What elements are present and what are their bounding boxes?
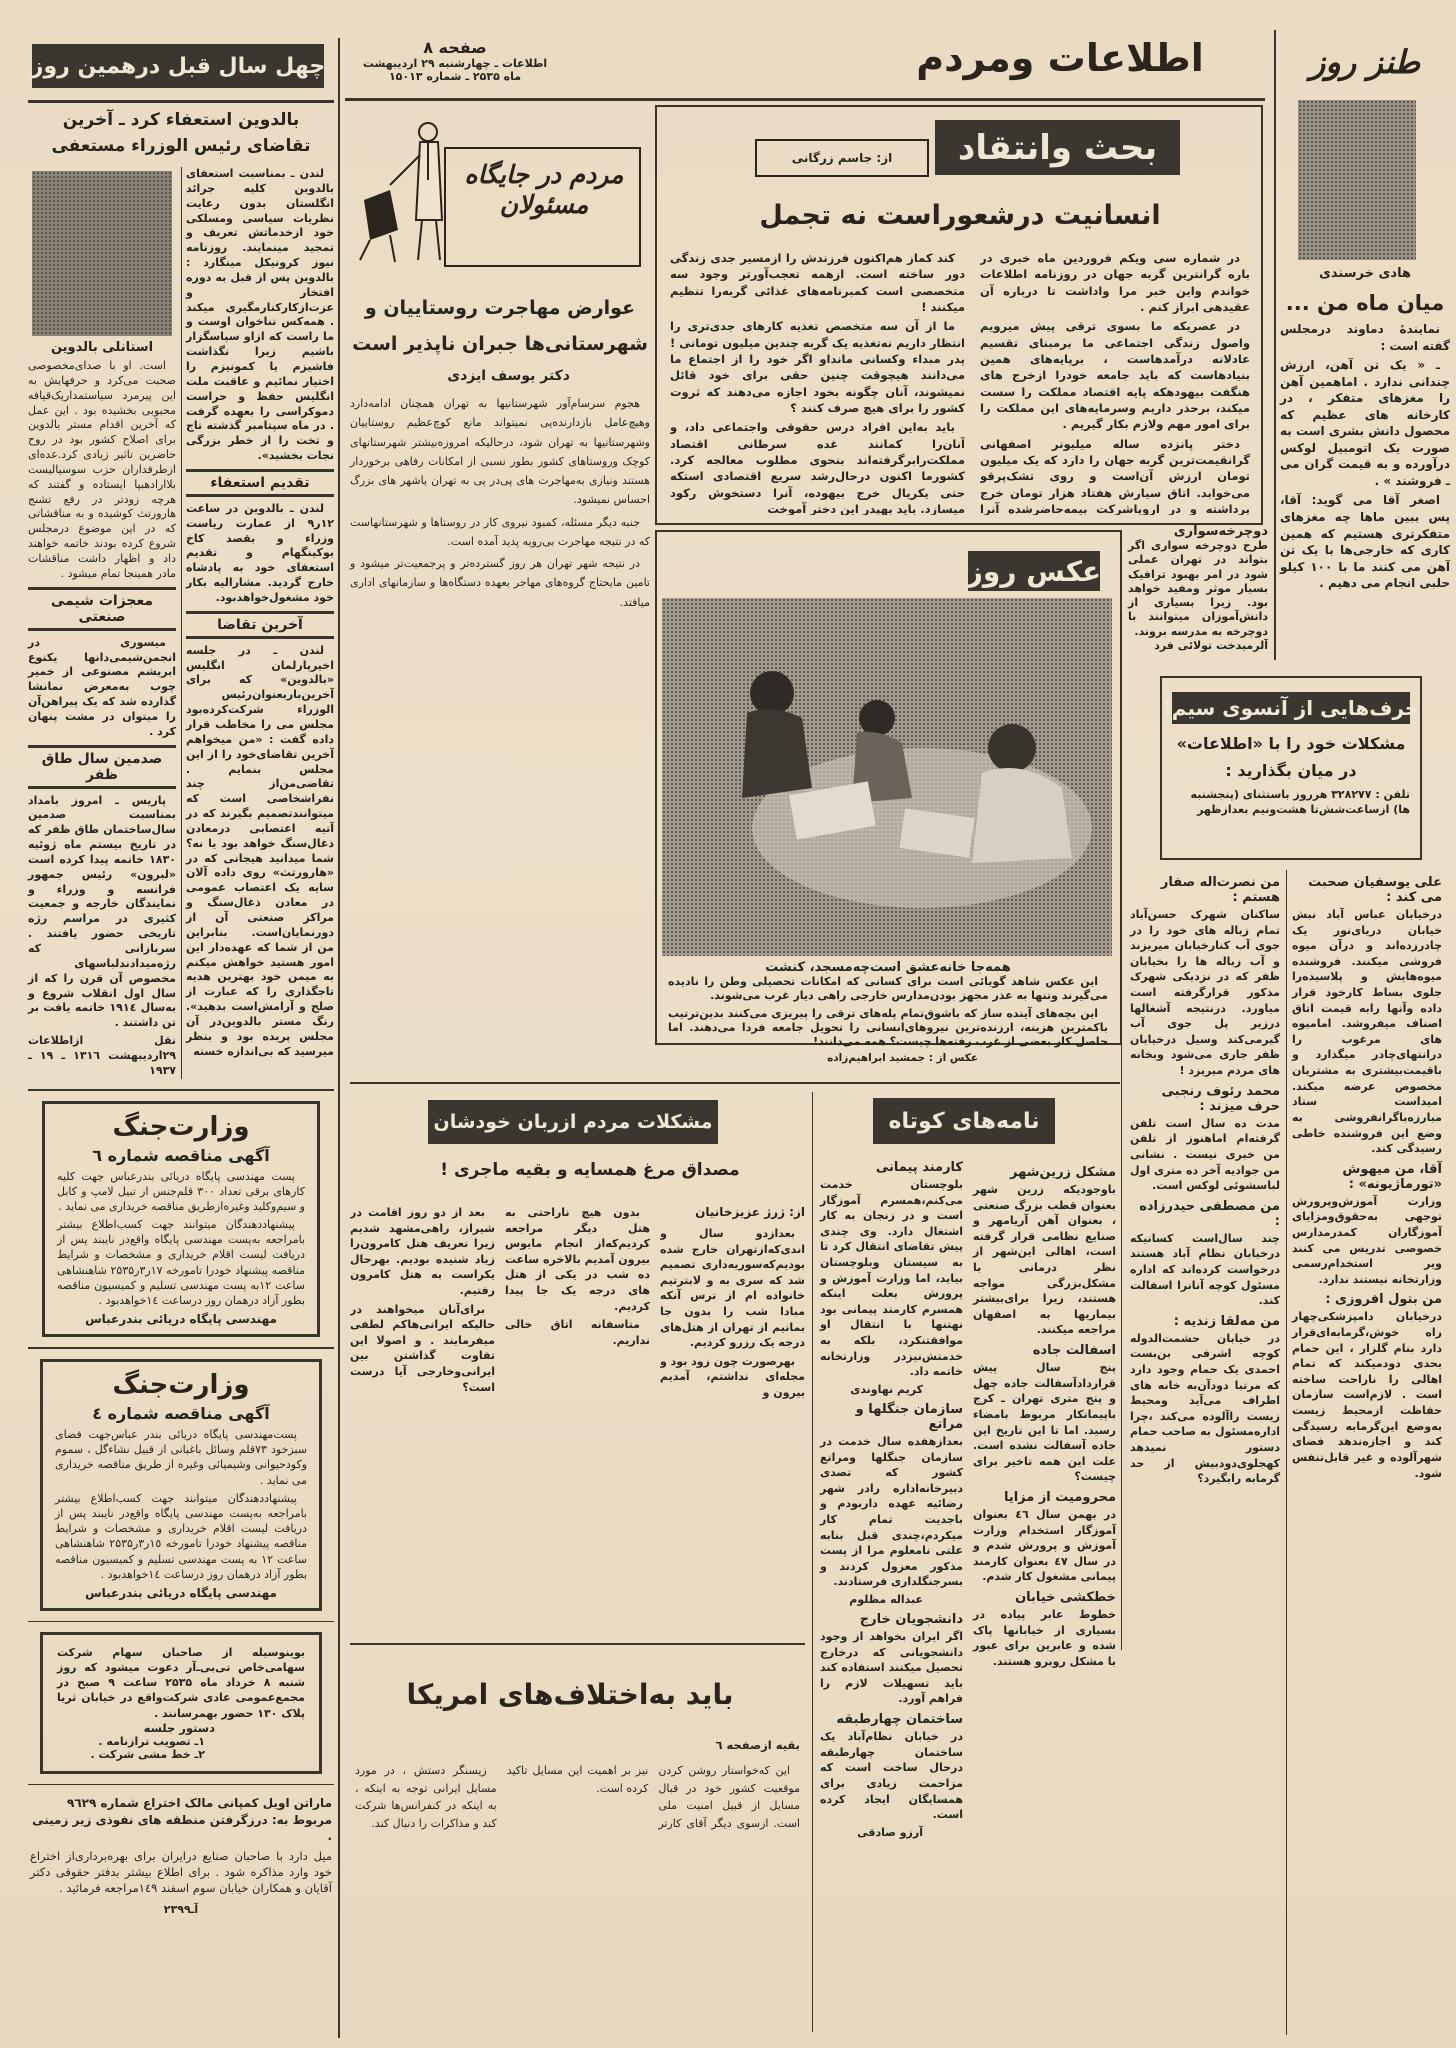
column-divider [1121, 530, 1122, 1650]
children-studying-photo [662, 598, 1112, 956]
photo-of-day-banner: عکس روز [968, 551, 1100, 591]
paragraph: لندن ـ بالدوین در ساعت ۱۲ر۹ از عمارت ریاست وزراء و بقصد کاخ بوکینگهام و تقدیم استعفای خود به پادشاه خارج گردید. مشارالیه بکار خود مشغول‌خواهدبود. [186, 501, 334, 604]
letter-title: دانشجویان خارج [859, 1612, 963, 1628]
migration-body [350, 394, 650, 612]
tanz-rooz-title: طنز روز [1309, 43, 1421, 81]
paragraph: لندن ـ بمناسبت استعفای بالدوین کلیه جرائد انگلستان بدون رعایت نظریات سیاسی ومسلکی خود ازخدماتش تعریف و تمجید مینمایند. روزنامه نیوز کرونیکل مینگارد : بالدوین پس از قبل به دوره افتخار و عزت‌ازکارکنارمگیری میکند . همه‌کس تناخوان اوست و ما راست که ازاو سپاسگزار باشیم زیرا نگذاشت فاشیزم یا کمونیزم را اختیار نمائیم و عاقبت ملت انگلیس حفظ و حراست دموکراسی را بعهده گرفت . در ماه سپتامبر گذشته تاج و تخت را از خطر بزرگی نجات بخشید». [186, 167, 334, 463]
letter-title: مشکل زرین‌شهر [1010, 1165, 1116, 1180]
letter-body: مدت ده سال است تلفن گرفته‌ام اماهنوز از تلفن من خبری نیست . نشانی من جوادیه آخر ده متری اول لباسشوئی لوکس است. [1130, 1116, 1280, 1193]
phone-in-box [1160, 676, 1422, 860]
chemistry-body [28, 636, 176, 740]
notice-body: بوینوسیله از صاحبان سهام شرکت سهامی‌خاص تی‌بی‌ـ‌آر دعوت میشود که روز شنبه ۸ خرداد ماه ۲۵۳۵ ساعت ۹ صبح در مجمع‌عمومی عادی شرکت‌واقع در خیابان ثریا پلاک ۱۳۰ حضور بهمرسانند . [57, 1645, 305, 1720]
column-divider [1286, 870, 1287, 2035]
source-note: نقل ازاطلاعات ۲۹اردیبهشت ۱۳۱٦ ـ ۱۹ ـ ۱۹۳۷ [28, 1034, 176, 1077]
column-divider [338, 38, 340, 2038]
letter-body: در خیابان نظام‌آباد یک ساختمان چهارطبقه درحال ساخت است که مزاحمت زیادی برای همسایگان ایجاد کرده است. [820, 1730, 963, 1822]
ad-signature: مهندسی پایگاه دریائی بندرعباس [85, 1312, 277, 1327]
letter-title: خطکشی خیابان [1015, 1590, 1116, 1606]
forty-years-banner: چهل سال قبل درهمین روز [32, 44, 324, 88]
last-request-body [186, 644, 334, 1060]
critique-banner: بحث وانتقاد [935, 120, 1180, 175]
war-ministry-ad-6 [42, 1101, 320, 1338]
tanz-title: میان ماه من ... [1285, 291, 1445, 315]
paragraph: کند کماز هم‌اکنون فرزندش را ازمسیر جدی زندگی دور ساخته است. ازهمه تعجب‌آورتر وجود سه متخصصی است کمبرنامه‌های غذائی گربه‌را تنظیم میکنند ! [670, 251, 965, 314]
caller-name: من نصرت‌اله صفار هستم : [1160, 875, 1280, 905]
paragraph: زیسنگر دستش ، در مورد مسایل ایرانی توجه به اینکه ، به اینکه در کنفرانس‌ها شرکت کند و مذاکرات را دنبال کند. [355, 1764, 497, 1830]
critique-headline: انسانیت درشعوراست نه تجمل [759, 200, 1161, 231]
letter-item [973, 1490, 1116, 1585]
paragraph: متاسفانه اتاق خالی نداریم. [505, 1318, 650, 1347]
resignation-body [186, 502, 334, 606]
cartoon-title: مردم در جایگاه مسئولان [464, 160, 624, 219]
letter-item [820, 1712, 963, 1839]
paragraph: این بچه‌های آینده ساز که باشوق‌تمام پله‌های ترقی را پیریزی می‌کنند بدین‌ترتیب باکمترین هزینه، ارزنده‌ترین نیروهای‌انسانی را تحویل جامعه فردا می‌دهند. اما حاصل کار بعضی از غرب رفته‌ها چیست؟ همه می‌دانند! [668, 1006, 1108, 1049]
paragraph: پست مهندسی پایگاه دریائی بندرعباس جهت کلیه کارهای برقی تعداد ۳۰۰ قلم‌جنس از تبیل لامپ و کابل و سیم‌وکلید وغیره‌ازطریق مناقصه خریداری می نماید . [57, 1169, 305, 1213]
migration-author: دکتر یوسف ایزدی [447, 368, 570, 385]
paragraph: این عکس شاهد گویائی است برای کسانی که امکانات تحصیلی وطن را نادیده می‌گیرند وتنها به عذر مجهز بودن‌مدارس خارجی راهی دیار غرب می‌شوند. [668, 975, 1108, 1003]
bike-title: دوچرخه‌سواری [1173, 524, 1268, 539]
tanz-column [1280, 266, 1450, 595]
letter-title: کارمند پیمانی [875, 1160, 963, 1175]
caller-name: من مصطفی حیدرزاده : [1139, 1198, 1280, 1229]
migration-headline: عوارض مهاجرت روستاییان و شهرستانی‌ها جبران ناپذیر است [352, 297, 648, 356]
section-rule [28, 1089, 334, 1091]
marathon-title: ماراتن اویل کمپانی مالک اختراع شماره ۹٦۲۹ مربوط به: درزگرفتن منطقه های نفوذی زیر زمینی . [32, 1795, 332, 1844]
paragraph: بعد از دو روز اقامت در شیراز، راهی‌مشهد شدیم زیرا تعریف هتل کامرون‌را زیاد شنیده بودیم. بهرحال یکراست به هتل کامرون رفتیم. [350, 1206, 495, 1298]
subhead-last-request: آخرین تقاضا [186, 611, 334, 639]
photo-content [662, 598, 1112, 956]
page-number: صفحه ۸ [423, 38, 487, 57]
photo-caption-body [668, 975, 1108, 1049]
section-rule [350, 1082, 1120, 1084]
section-rule [28, 1347, 334, 1349]
letter-item [973, 1343, 1116, 1485]
letter-body: باوجودیکه زرین شهر بعنوان قطب بزرگ صنعتی ، بعنوان آهن آریامهر و صنایع نظامی قرار گرفته است، اهالی این‌شهر از نظر درمانی با مشکل‌بزرگی مواجه هستند، زیرا برای‌بیشتر بیماریها به اصفهان مراجعه میکنند. [973, 1183, 1116, 1337]
phone-box-line2: در میان بگذارید : [1225, 761, 1357, 780]
paragraph: برای‌آنان میخواهند در حالیکه ایرانی‌هاکم لطفی میفرمایند . و اصولا این تفاوت گذاشتن بین ایرانی‌وخارجی آیا درست است؟ [350, 1302, 495, 1394]
paragraph: ـ « یک تن آهن، ارزش چندانی ندارد . اماهمین آهن را مغزهای متفکر ، در کارخانه های عظیم که محصول دانش بشری است به صورت یک اتومبیل لوکس درآورده و به قیمت گران می ـ فروشند » . [1280, 358, 1450, 488]
critique-column-left [670, 250, 965, 515]
arc-body [28, 794, 176, 1032]
ad-subtitle: آگهی مناقصه شماره ٦ [92, 1145, 270, 1165]
critique-byline: از: جاسم زرگانی [755, 139, 929, 177]
paragraph: در شماره سی ویکم فروردین ماه خبری در باره گرانترین گربه جهان در روزنامه اطلاعات خواندم واین خبر مرا واداشت تا درباره آن عقیدهی ابراز کنم . [980, 251, 1250, 314]
left-column [28, 108, 334, 1916]
ad-title: وزارت‌جنگ [112, 1111, 250, 1142]
paragraph: پست‌مهندسی پایگاه دریائی بندر عباس‌جهت فضای سبزخود ۷۳قلم وسائل باغبانی از قبیل نشاءگل ، سموم وکودحیوانی وشیمیائی وغیره از طریق مناقصه خریداری می نماید . [55, 1428, 308, 1487]
caller-name: آقا، من میهوش «تورماژیونه» : [1342, 1161, 1442, 1192]
letter-signature: کریم نهاوندی [850, 1382, 923, 1396]
marathon-code: آ‌ـ۲۳۹۹ [163, 1902, 199, 1916]
paragraph: اصغر آقا می گوید: آقا، پس ببین ماها چه مغزهای متفکرتری هستیم که همین کاری که خارجی‌ها با یک تن آهن می کنند ما با ۱۰۰ کیلو حلبی انجام می دهیم . [1280, 493, 1450, 591]
baldwin-body [28, 359, 176, 582]
problems-column [350, 1205, 495, 1635]
ad-signature: مهندسی پایگاه دریائی بندرعباس [85, 1585, 277, 1600]
paragraph: در عصریکه ما بسوی ترقی پیش میرویم واصول زندگی اجتماعی ما برمبنای تقسیم عادلانه درآمدهاست ، برپایه‌های همین بنیادهاست که باید جامعه خودرا ازخرج های هنگفت بیهودهکه پایه اقتصاد مملکت را سست میکند، برحذر داریم وسرمایه‌های این مملکت را برای امور مهم ولازم بکار گیریم . [980, 319, 1250, 432]
phone-number: تلفن : ۳۲۸۲۷۷ هرروز باستثنای (پنجشنبه ها) ازساعت‌شش‌تا هشت‌ونیم بعدازظهر [1190, 788, 1410, 816]
section-title: اطلاعات ومردم [916, 36, 1204, 80]
letter-item [1292, 1162, 1442, 1288]
paragraph: است. او با صدای‌مخصوصی صحبت می‌کرد و حرفهایش به این پیرمرد سیاستمداریک‌قیافه محبوبی بخشیده بود . این عمل که آخرین اقدام مستر بالدوین برای اصلاح کشور بود در روح حاضرین تاثیر زیادی کرد.عده‌ای ازطرفداران حزب سوسیالیست بلاارادهبپا ایستاده و گفتند که هرچه زودتر در رفع تشنج هارورتث کوشیده و به مناقشاتی که در این موضوع درمجلس شروع کرده بودند خاتمه خواهند داد و اظهار داشت مناقشات مادر همینجا تمام میشود . [28, 359, 176, 580]
letter-signature: عبداله مظلوم [849, 1593, 923, 1607]
letter-title: اسفالت جاده [1032, 1343, 1116, 1359]
ad-body [55, 1427, 307, 1582]
letter-item [1292, 1292, 1442, 1481]
letter-item [973, 1165, 1116, 1338]
calls-column-right [1292, 870, 1442, 1481]
letter-title: ساختمان چهارطبقه [836, 1712, 963, 1728]
paragraph: باید به‌این افراد درس حقوقی واجتماعی داد، و آنان‌را کمانند غده سرطانی اقتصاد مملکت‌رابرگرفته‌اند بنحوی مطلوب معالجه کرد. کشورما اکنون درحال‌رشد سریع اقتصادی استکه حتی یکریال خرج بیهوده، آنرا دستخوش رکود میسازد. باید بهپدر این دختر آموخت [670, 420, 965, 515]
section-rule [350, 1643, 805, 1645]
paragraph: نمایندهٔ دماوند درمجلس گفته است : [1280, 322, 1450, 353]
letter-item [1130, 1199, 1280, 1309]
letter-item [820, 1402, 963, 1606]
masthead-rule [345, 98, 1265, 101]
problems-column [505, 1205, 650, 1635]
marathon-notice [28, 1795, 334, 1916]
letter-item [1130, 1084, 1280, 1194]
critique-column-right [980, 250, 1250, 515]
letter-body: چند سال‌است کسانیکه درخیابان نظام آباد هستند درخواست کرده‌اند که اداره مسئول کوچه آنانرا اسفالت کند. [1130, 1231, 1280, 1308]
agenda-item: ۲ـ خط مشی شرکت . [90, 1747, 205, 1761]
phone-box-line1: مشکلات خود را با «اطلاعات» [1176, 734, 1406, 753]
letter-body: ساکنان شهرک حسن‌آباد تمام زباله های خود را در جوی آب کنارخیابان میریزند و آب زباله ها را بخیابان ظفر که در نزدیکی شهرک مذکور قرارگرفته است میاورد. درنتیجه آشغالها درزیر پل جوی آب گیرمی‌کند وسیل درخیابان ظفر جاری می‌شود وبخانه های مردم میریزد ! [1130, 908, 1280, 1078]
author-photo [1298, 100, 1416, 260]
phone-box-banner: حرف‌هایی از آنسوی سیم! [1172, 692, 1410, 724]
paragraph: میسوری در انجمن‌شیمی‌دانها یکنوع ابریشم مصنوعی از خمیر چوب به‌معرض نمانشا گذارده شد که یک پیراهن‌آن را میتوان در مشت پنهان کرد . [28, 635, 176, 738]
america-headline: باید به‌اختلاف‌های امریکا [406, 1678, 734, 1711]
column-divider [812, 1092, 813, 2032]
problems-byline: از: ژرژ عزیزخانیان [695, 1205, 805, 1219]
agenda-item: ۱ـ تصویب ترازنامه . [98, 1734, 205, 1748]
letter-body: وزارت آموزش‌وپرورش توجهی به‌حقوق‌ومزایای آموزگاران کمدرمدارس خصوصی تدریس می کنند ویر استخدام‌رسمی وزارتخانه نیستند ندارد. [1292, 1194, 1442, 1286]
letter-body: اگر ایران بخواهد از وجود دانشجویانی که درخارج تحصیل میکنند استفاده کند باید تسهیلات لازم را فراهم آورد. [820, 1630, 963, 1706]
calls-column-middle [1130, 870, 1280, 1487]
shareholders-notice [40, 1632, 322, 1774]
tanz-author: هادی خرسندی [1319, 266, 1411, 281]
tanz-body [1280, 321, 1450, 592]
agenda-title: دستور جلسه [143, 1720, 215, 1735]
short-letters-columns [820, 1160, 1116, 1839]
subhead-arc-de-triomphe: صدمین سال طاق ظفر [28, 745, 176, 789]
bike-letter [1128, 524, 1268, 653]
baldwin-article [28, 167, 334, 1079]
ad-subtitle: آگهی مناقصه شماره ٤ [92, 1404, 270, 1424]
paragraph: پیشنهاددهندگان میتوانند جهت کسب‌اطلاع بیشتر بامراجعه به‌پست مهندسی پایگاه واقع‌در نایبند پس از دریافت لیست اقلام خریداری و مشخصات و شرایط مناقصه پیشنهاد خودرا تامورخه ۱٥ر۳ر۲۵۳۵ شاهنشاهی ساعت ۱۲ به پست مهندسی تسلیم و کمیسیون مناقصه بطور آزاد درهمان روز درساعت ۱٤خواهدبود . [55, 1491, 307, 1581]
baldwin-photo [32, 171, 172, 336]
caller-name: علی یوسفیان صحبت می کند : [1308, 875, 1442, 905]
letter-body: پنج سال پیش قراردادآسفالت جاده چهل و پنج متری تهران ـ کرج باپیمانکار مربوط بامضاء رسید. اما تا این تاریخ این جاده آسفالت نشده است. علت این همه تاخیر برای چیست؟ [973, 1361, 1116, 1484]
paragraph: لندن ـ در جلسه اخیرپارلمان انگلیس «بالدوین» که برای آخرین‌باربعنوان‌رئیس الوزراء شرکت‌کرده‌بود مجلس می را مخاطب قرار داده گفت : «من میخواهم آخرین تقاضای‌خود را از این مجلس بنمایم . تقاضی‌من‌از چند نفراشخاصی است که میتوانندتصمیم بگیرند که در آتیه اعتصابی درمعادن ذغال‌سنگ خواهد بود یا نه؟ شما میدانید هیجانی که در «هارورتث» روی داده آلان سایه یک اعتصاب عمومی در معادن ذغال‌سنگ و مراکز صنعتی آن از دورنمایان‌است. بنابراین من از شما که عهده‌دار این امور هستید خواهش میکنم به میمن خود بهترین هدیه تاجگذاری را که عبارت از صلح و آرامش‌است بدهید». رنگ مستر بالدوین‌در آن مجلس پریده بود و بنظر میرسید که بی‌اندازه خسته [186, 643, 334, 1058]
letter-item [820, 1160, 963, 1396]
page-date-block [350, 38, 560, 83]
ad-title: وزارت‌جنگ [112, 1370, 250, 1401]
photo-caption [668, 960, 1108, 1064]
paragraph: بدون هیچ ناراحتی به هتل دیگر مراجعه کردیم‌که‌از انجام مایوس بیرون آمدیم بالاخره ساعت ده شب در یکی از هتل های درجه یک جا پیدا کردیم. [505, 1206, 650, 1313]
letter-item [973, 1590, 1116, 1669]
paragraph: جنبه دیگر مسئله، کمبود نیروی کار در روستاها و شهرستانهاست که در نتیجه مهاجرت بی‌رویه پدید آمده است. [350, 515, 650, 548]
baldwin-headline: بالدوین استعفاء کرد ـ آخرین تقاضای رئیس الوزراء مستعفی [51, 110, 311, 156]
paragraph: ما از آن سه متخصص تغذیه کارهای جدی‌تری را انتظار داریم نه‌تغذیه یک گربه چندین میلیون تومانی ! پدر مبداء وکسانی مانداو اگر خود را از اجتماع ما می‌دانند هیچوقت چنین حقی برای خود قائل نمیشوند، آنان چگونه بخود اجازه می‌دهند که ثروت کشور را برای هیچ صرف کنند ؟ [670, 319, 965, 415]
letter-body: خطوط عابر پیاده در بسیاری از خیابانها پاک شده و عابرین برای عبور با مشکل روبرو هستند. [973, 1608, 1116, 1668]
paragraph: پیشنهاددهندگان میتوانند جهت کسب‌اطلاع بیشتر بامراجعه به‌پست مهندسی پایگاه واقع‌در نایبند پس از دریافت لیست اقلام خریداری و مشخصات و شرایط مناقصه پیشنهاد خودرا تامورخه ۱۷ر۳ر۲۵۳۵ شاهنشاهی ساعت ۱۲به پست مهندسی تسلیم و کمیسیون مناقصه بطور آزاد درهمان روز درساعت ۱٤خواهدبود . [57, 1218, 306, 1307]
baldwin-photo-block [28, 167, 176, 359]
letter-item [1292, 875, 1442, 1157]
marathon-body: میل دارد با صاحبان صنایع درایران برای بهره‌برداری‌از اختراع خود وارد مذاکره شود . برای اطلاع بیشتر بدفتر حقوقی دکتر آقایان و همکاران خیابان سوم اسفند ۱٤۹مراجعه فرمائید . [30, 1849, 332, 1895]
issue-line: ماه ۲۵۳۵ ـ شماره ۱۵۰۱۳ [388, 70, 522, 83]
letter-title: سازمان جنگلها و مراتع [855, 1401, 963, 1432]
war-ministry-ad-4 [40, 1359, 322, 1611]
photo-credit: عکس از : جمشید ابراهیم‌زاده [827, 1052, 978, 1065]
paragraph: بعدازدو سال و اندی‌که‌ازتهران خارج شده بودیم‌که‌سوریه‌داری تصمیم شد که سری به و لابترتیم خانواده ام از ترس آنکه مبادا شب را بدون جا بمانیم از تهران از هتل‌های درجه یک رزرو کردیم. [660, 1227, 805, 1350]
letter-item [1130, 875, 1280, 1079]
letter-item [1130, 1314, 1280, 1487]
caller-name: محمد رئوف رنجبی حرف میزند : [1161, 1083, 1280, 1114]
short-letters-banner: نامه‌های کوتاه [873, 1098, 1055, 1144]
letter-signature: آرزو صادقی [857, 1825, 923, 1839]
letter-item [820, 1612, 963, 1707]
baldwin-photo-caption: استانلی بالدوین [50, 340, 154, 355]
problems-subhead: مصداق مرغ همسایه و بقیه ماجری ! [440, 1160, 740, 1180]
cartoon-logo [350, 110, 650, 270]
paragraph: بهرصورت چون زود بود و مجله‌ای نداشتم، آمدیم بیرون و [660, 1354, 805, 1400]
paragraph: این که‌خواستار روشن کردن موقعیت کشور خود در قبال مسایل از قبیل امنیت ملی است. ازسوی دیگر آقای کارتر نیز بر اهمیت این مسایل تاکید کرده است. [506, 1764, 800, 1830]
letter-title: محرومیت از مزایا [1003, 1489, 1116, 1505]
letter-body: در بهمن سال ٤٦ بعنوان آموزگار استخدام وزارت آموزش و پرورش شدم و در سال ٤٧ بعنوان کارمند پیمانی مشغول کار شدم. [973, 1507, 1117, 1584]
america-body [355, 1762, 800, 1832]
letter-body: بعدازهفده سال خدمت در سازمان جنگلها ومراتع کشور که تصدی دبیرخانه‌اداره رادر شهر رضائیه عهده داربودم و باجدیت تمام کار میکردم،چندی قبل بنابه علتی نامعلوم مرا از پست مذکور معزول کردند و بسرجنگلداری فرستادند. [820, 1434, 963, 1589]
subhead-resignation: تقدیم استعفاء [186, 469, 334, 497]
letter-body: درخیابان دامپزشکی‌چهار راه خوش،گرمابه‌ای‌قرار دارد بنام گلزار ، این حمام بحدی دودمیکند که تمام اهالی را ناراحت ساخته است . لازم‌است سازمان حفاظت ازمحیط زیست به‌وضع این‌گرمابه رسیدگی کند و اجازه‌ندهد فضای شهرآلوده و غیر قابل‌تنفس شود. [1292, 1310, 1442, 1480]
letter-body: بلوچستان خدمت می‌کنم،همسرم آموزگار است و در زنجان به کار اشتغال دارد. وی چندی پیش تقاضای انتقال کرد تا به سیستان وبلوچستان بیاید، اما وزارت آموزش و پرورش بعلت اینکه همسرم کارمند پیمانی بود نهتنها با انتقال او موافقتنکرد، بلکه به خدمتش‌نیزدر وزارتخانه خاتمه داد. [820, 1178, 963, 1379]
date-line: اطلاعات ـ چهارشنبه ۲۹ اردیبهشت [362, 57, 548, 70]
paragraph: دختر پانزده ساله میلیونر اصفهانی گرانقیمت‌ترین گربه جهان را دارد که یک میلیون تومان ارزش آن‌است و روی تشک‌پرقو می‌خوابد. اتاق سیارش هفتاد هزار تومان خرج برداشته و در اروپاشرکت بیمه‌حاضرشده آنرا [980, 436, 1250, 515]
baldwin-intro [186, 167, 334, 464]
paragraph: هجوم سرسام‌آور شهرستانیها به تهران همچنان ادامه‌دارد وهیچ‌عامل بازدارنده‌یی نمیتواند مانع کوچ‌عظیم روستاییان وشهرستانیها به تهران شود، درحالیکه امروزه‌بیشتر شهرستانهای کوچک وروستاهای کشور بطور نسبی از امکانات رفاهی برخوردار هستند ونیازی به‌مهاجرت های پی‌در پی به تهران یاشهر های بزرگ احساس نمیشود. [350, 397, 650, 507]
subhead-chemistry: معجزات شیمی صنعتی [28, 587, 176, 631]
america-continued: بقیه ازصفحه ٦ [715, 1738, 800, 1752]
column-divider [1274, 30, 1276, 660]
masthead-rule [28, 100, 334, 103]
caller-name: من بتول افروزی : [1325, 1292, 1442, 1308]
bike-signature: آلرمیدخت تولائی فرد [1154, 639, 1268, 653]
letter-body: درخیابان عباس آباد نبش خیابان دریای‌نور یک چادرزده‌اند و درآن میوه فروشی میکنند. فروشنده میوه‌هایش و پلاسیده‌را جلوی بساط کارخود قرار داده وآنها رابه قیمت اتاق اصناف میفروشد. امامیوه های مرغوب را درانتهای‌چادر میگذارد و باقیمت‌بیشتری به مشتریان مخصوص عرضه میکند. امیداست ستاد مبارزه‌باگرانفروشی به وضع این فروشنده خاطی رسیدگی کند. [1292, 908, 1442, 1156]
paragraph: در نتیجه شهر تهران هر روز گسترده‌تر و پرجمعیت‌تر میشود و تامین مایحتاج گروه‌های مهاجر بعهده دستگاه‌ها و سازمانهای اداری میافتد. [350, 557, 650, 609]
caller-name: من مه‌لقا زندیه : [1173, 1313, 1280, 1329]
bike-body: طرح دوچرخه سواری اگر بتواند در تهران عملی شود در امر بهبود ترافیک بسیار موثر ومفید خواهد بود. زیرا بسیاری از دانش‌آموزان میتوانند با دوچرخه به مدرسه بروند. [1128, 539, 1268, 638]
problems-banner: مشکلات مردم ازربان خودشان [428, 1100, 718, 1144]
section-rule [28, 1784, 334, 1785]
section-rule [28, 1621, 334, 1622]
photo-caption-title: همه‌جا خانه‌عشق است‌چه‌مسجد، کنشت [765, 960, 1011, 975]
problems-column [660, 1226, 805, 1637]
ad-body [57, 1169, 305, 1309]
migration-article [350, 290, 650, 615]
paragraph: پاریس ـ امروز بامداد بمناسبت صدمین سال‌ساختمان طاق ظفر که در تاریخ بیستم ماه ژوئیه ۱۸۳۰ خاتمه پیدا کرده است «لبرون» رئیس جمهور فرانسه و وزراء و نمایندگان خارجه و جمعیت کثیری در مراسم رژه تاریخی حضور یافتند . سربازانی که رژه‌میدادندلباسهای مخصوص آن قرن را که از سال اول انقلاب شروع و به‌سال ۱۹۱٤ خاتمه یافت بر تن داشتند . [28, 793, 177, 1030]
letter-body: در خیابان حشمت‌الدوله کوچه اشرفی بن‌بست احمدی یک حمام وجود دارد که مرتبا دودآن‌به خانه های اطراف می‌آید ومحیط زیست راآلوده می‌کند ،چرا اداره‌مسئول به صاحب حمام دستور نمیدهد کهجلوی‌دودبیش از حد گرمابه رابگیرد؟ [1130, 1331, 1280, 1486]
